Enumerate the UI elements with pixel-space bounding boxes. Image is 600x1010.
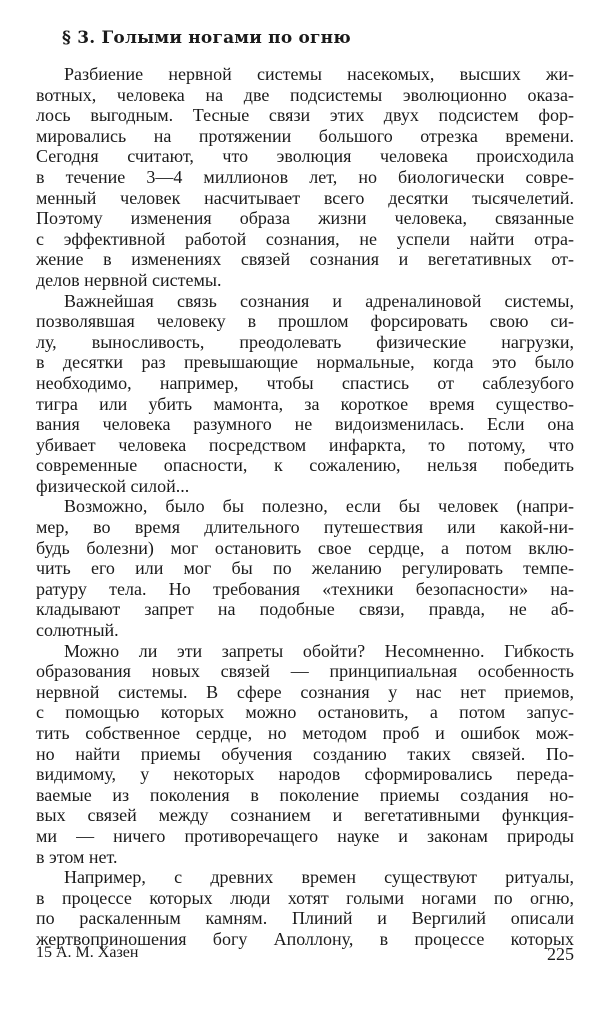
text-line: Можно ли эти запреты обойти? Несомненно. Гибкость (64, 640, 574, 661)
text-line: жертвоприношения богу Аполлону, в процессе которых (36, 928, 574, 949)
text-line: Возможно, было бы полезно, если бы человек (напри- (64, 496, 574, 517)
text-line: ратуру тела. Но требования «техники безопасности» на- (36, 578, 574, 599)
text-line: будь болезни) мог остановить свое сердце, а потом вклю- (36, 537, 574, 558)
text-line: с помощью которых можно остановить, а потом запус- (36, 702, 574, 723)
text-line: Поэтому изменения образа жизни человека, связанные (36, 208, 574, 229)
text-line: в десятки раз превышающие нормальные, когда это было (36, 352, 574, 373)
text-line: лось выгодным. Тесные связи этих двух подсистем фор- (36, 105, 574, 126)
text-line: в этом нет. (36, 846, 118, 867)
text-line: образования новых связей — принципиальная особенность (36, 661, 574, 682)
text-line: но найти приемы обучения созданию таких связей. По- (36, 743, 574, 764)
text-line: в течение 3—4 миллионов лет, но биологически совре- (36, 166, 574, 187)
body-text (36, 64, 574, 950)
paragraph (36, 496, 574, 640)
text-line: чить его или мог бы по желанию регулировать темпе- (36, 558, 574, 579)
text-line: позволявшая человеку в прошлом форсировать свою си- (36, 311, 574, 332)
text-line: ми — ничего противоречащего науке и законам природы (36, 825, 574, 846)
text-line: нервной системы. В сфере сознания у нас нет приемов, (36, 681, 574, 702)
page-number: 225 (547, 944, 574, 964)
text-line: тигра или убить мамонта, за короткое время существо- (36, 393, 574, 414)
paragraph (36, 64, 574, 291)
text-line: необходимо, например, чтобы спастись от саблезубого (36, 372, 574, 393)
text-line: кладывают запрет на подобные связи, правда, не аб- (36, 599, 574, 620)
paragraph (36, 641, 574, 868)
printer-signature: 15 А. М. Хазен (36, 944, 139, 961)
text-line: мировались на протяжении большого отрезка времени. (36, 125, 574, 146)
text-line: делов нервной системы. (36, 269, 222, 290)
text-line: видимому, у некоторых народов сформировались переда- (36, 764, 574, 785)
paragraph (36, 867, 574, 949)
text-line: солютный. (36, 620, 119, 641)
paragraph (36, 291, 574, 497)
text-line: лу, выносливость, преодолевать физические нагрузки, (36, 331, 574, 352)
text-line: менный человек насчитывает всего десятки тысячелетий. (36, 187, 574, 208)
text-line: тить собственное сердце, но методом проб и ошибок мож- (36, 723, 574, 743)
text-line: вания человека разумного не видоизменилась. Если она (36, 414, 574, 435)
section-heading: § 3. Голыми ногами по огню (62, 28, 351, 48)
text-line: физической силой... (36, 475, 190, 496)
text-line: по раскаленным камням. Плиний и Вергилий описали (36, 908, 574, 929)
text-line: в процессе которых люди хотят голыми ногами по огню, (36, 887, 574, 908)
text-line: Сегодня считают, что эволюция человека происходила (36, 146, 574, 167)
text-line: современные опасности, к сожалению, нельзя победить (36, 455, 574, 476)
text-line: убивает человека посредством инфаркта, то потому, что (36, 434, 574, 455)
text-line: жение в изменениях связей сознания и вегетативных от- (36, 249, 574, 270)
text-line: вых связей между сознанием и вегетативными функция- (36, 805, 574, 826)
text-line: мер, во время длительного путешествия или какой-ни- (36, 517, 574, 538)
text-line: Например, с древних времен существуют ритуалы, (64, 867, 574, 888)
text-line: с эффективной работой сознания, не успели найти отра- (36, 228, 574, 249)
text-line: вотных, человека на две подсистемы эволюционно оказа- (36, 84, 574, 105)
text-line: Разбиение нервной системы насекомых, высших жи- (64, 64, 574, 84)
text-line: ваемые из поколения в поколение приемы создания но- (36, 784, 574, 805)
text-line: Важнейшая связь сознания и адреналиновой системы, (64, 290, 574, 311)
